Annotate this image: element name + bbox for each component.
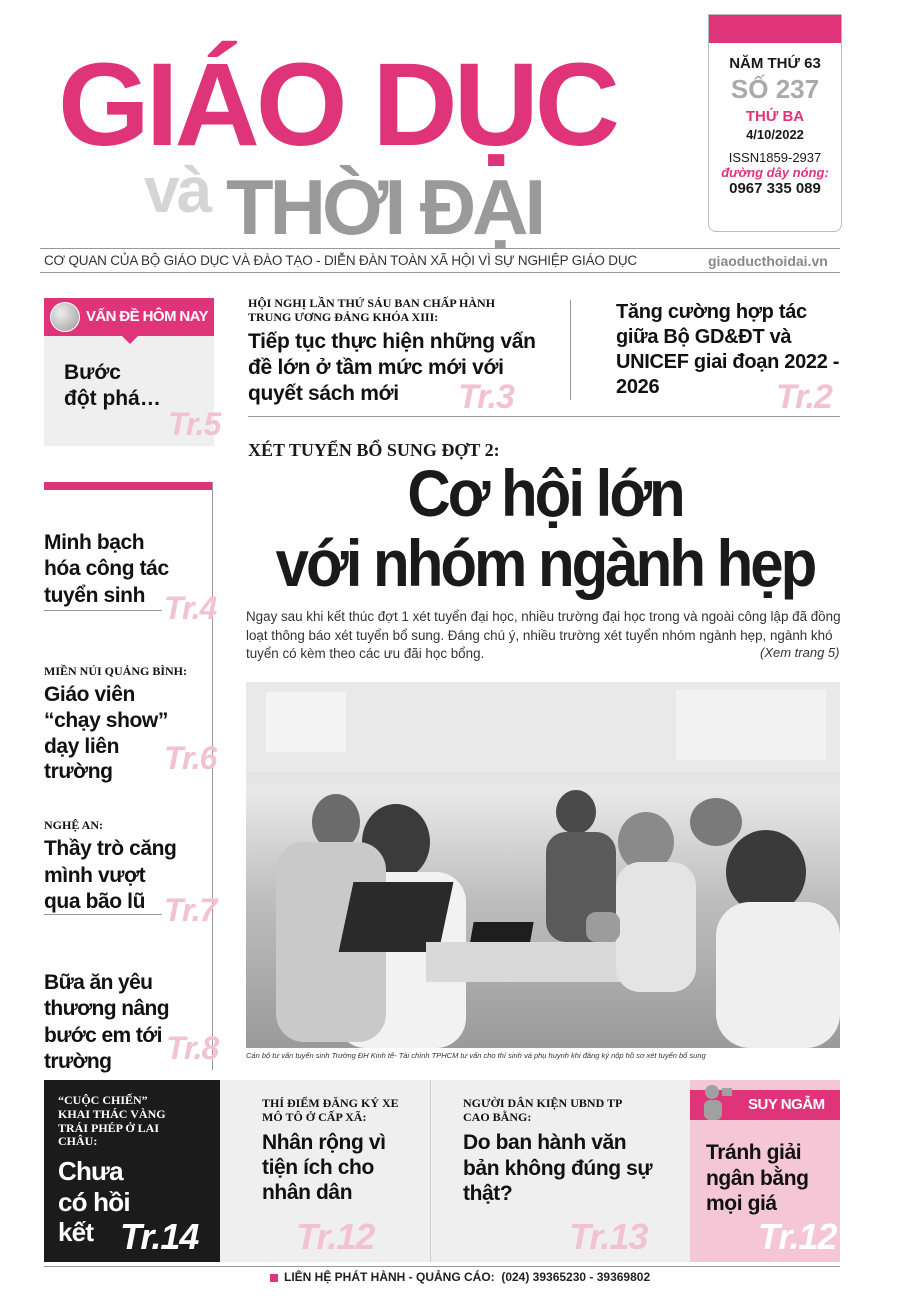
footer-bullet (270, 1274, 278, 1282)
issue-hotline: 0967 335 089 (729, 180, 821, 197)
top-story-2-page[interactable]: Tr.2 (776, 378, 832, 416)
issue-number: SỐ 237 (730, 74, 820, 104)
van-de-headline-2: đột phá… (64, 387, 161, 410)
suy-ngam-label: SUY NGẪM (748, 1096, 825, 1113)
bottom-story[interactable] (430, 1080, 690, 1262)
lead-kicker: XÉT TUYỂN BỔ SUNG ĐỢT 2: (248, 440, 500, 460)
van-de-headline-1: Bước (64, 361, 121, 384)
bottom-story-kicker: “CUỘC CHIẾN” KHAI THÁC VÀNG TRÁI PHÉP Ở LAI CHÂU: (58, 1093, 166, 1149)
sidebar-item[interactable] (44, 818, 217, 938)
issue-year: NĂM THỨ 63 (729, 55, 821, 72)
masthead-tagline: CƠ QUAN CỦA BỘ GIÁO DỤC VÀ ĐÀO TẠO - DIỄN ĐÀN TOÀN XÃ HỘI VÌ SỰ NGHIỆP GIÁO DỤC (44, 253, 637, 268)
top-story-1-kicker: HỘI NGHỊ LẦN THỨ SÁU BAN CHẤP HÀNH TRUNG ƯƠNG ĐẢNG KHÓA XIII: (248, 296, 496, 325)
sidebar-item-headline: Giáo viên “chạy show” dạy liên trường (44, 683, 168, 784)
sidebar-item-page[interactable]: Tr.4 (164, 590, 217, 626)
masthead-title-line1: GIÁO DỤC (58, 39, 616, 171)
sidebar-item[interactable] (44, 664, 217, 784)
top-story-2[interactable] (616, 300, 842, 416)
top-story-1-headline: Tiếp tục thực hiện những vấn đề lớn ở tầm mức mới với quyết sách mới (248, 329, 536, 406)
issue-issn: ISSN1859-2937 (728, 150, 822, 165)
bottom-story-black[interactable] (44, 1080, 220, 1262)
bottom-story-kicker: THÍ ĐIỂM ĐĂNG KÝ XE MÔ TÔ Ở CẤP XÃ: (262, 1096, 399, 1125)
issue-date: 4/10/2022 (746, 127, 804, 142)
website[interactable]: giaoducthoidai.vn (708, 253, 828, 269)
issue-weekday: THỨ BA (745, 108, 805, 125)
bottom-story-kicker: NGƯỜI DÂN KIỆN UBND TP CAO BẰNG: (463, 1096, 622, 1125)
sidebar-item-page[interactable]: Tr.8 (166, 1030, 219, 1066)
sidebar-item-headline: Bữa ăn yêu thương nâng bước em tới trường (44, 971, 170, 1073)
lead-see-page[interactable]: (Xem trang 5) (760, 645, 840, 660)
top-story-2-headline: Tăng cường hợp tác giữa Bộ GD&ĐT và UNICEF giai đoạn 2022 - 2026 (616, 301, 840, 398)
sidebar-item-page[interactable]: Tr.6 (164, 740, 217, 776)
issue-hotline-label: đường dây nóng: (721, 165, 829, 180)
lead-headline-2[interactable]: với nhóm ngành hẹp (275, 526, 815, 601)
top-story-1[interactable] (248, 296, 548, 414)
globe-icon (50, 302, 80, 332)
sidebar-item-headline: Thầy trò căng mình vượt qua bão lũ (44, 837, 177, 913)
bottom-story-page[interactable]: Tr.14 (120, 1216, 199, 1257)
sidebar-item[interactable] (44, 530, 217, 630)
top-story-1-page[interactable]: Tr.3 (458, 378, 514, 416)
lead-body: Ngay sau khi kết thúc đợt 1 xét tuyển đại học, nhiều trường đại học trong và ngoài công lập đã đồng loạt thông báo xét tuyển bổ sung. Đáng chú ý, nhiều trường xét tuyển nhóm ngành hẹp, ngành khó tuyển có kèm theo các ưu đãi học bổng. (246, 609, 841, 661)
sidebar-item-kicker: NGHỆ AN: (44, 818, 104, 832)
sidebar-item-kicker: MIỀN NÚI QUẢNG BÌNH: (44, 664, 188, 678)
bottom-story-page[interactable]: Tr.13 (569, 1216, 648, 1257)
bottom-story-headline: Chưa có hồi kết (58, 1156, 130, 1248)
van-de-page[interactable]: Tr.5 (168, 406, 221, 442)
masthead-title-va: và (144, 154, 210, 226)
bottom-strip (44, 1080, 840, 1262)
lead-caption: Cán bộ tư vấn tuyển sinh Trường ĐH Kinh tế- Tài chính TPHCM tư vấn cho thí sinh và phụ huynh khi đăng ký nộp hồ sơ xét tuyển bổ sung (246, 1051, 706, 1060)
footer-contact: LIÊN HỆ PHÁT HÀNH - QUẢNG CÁO: (024) 39365230 - 39369802 (284, 1270, 651, 1284)
sidebar-item[interactable] (44, 970, 219, 1073)
sidebar-top-bar (44, 482, 212, 490)
lead-headline-1[interactable]: Cơ hội lớn (407, 456, 683, 531)
bottom-story[interactable] (220, 1080, 430, 1262)
van-de-label: VẤN ĐỀ HÔM NAY (86, 308, 208, 325)
bottom-story-headline: Tránh giải ngân bằng mọi giá (706, 1141, 809, 1216)
lead-photo (246, 682, 840, 1048)
bottom-story-headline: Do ban hành văn bản không đúng sự thật? (463, 1131, 653, 1206)
van-de-box[interactable] (44, 298, 221, 446)
thinker-icon (700, 1082, 734, 1122)
bottom-story-page[interactable]: Tr.12 (758, 1216, 837, 1257)
masthead-title-line2: THỜI ĐẠI (226, 163, 543, 251)
bottom-story-headline: Nhân rộng vì tiện ích cho nhân dân (262, 1131, 386, 1205)
sidebar-item-page[interactable]: Tr.7 (164, 892, 217, 928)
suy-ngam-box[interactable] (690, 1080, 840, 1262)
bottom-story-page[interactable]: Tr.12 (296, 1216, 375, 1257)
issue-box (708, 14, 842, 232)
sidebar-item-headline: Minh bạch hóa công tác tuyển sinh (44, 531, 169, 607)
masthead (40, 39, 670, 251)
